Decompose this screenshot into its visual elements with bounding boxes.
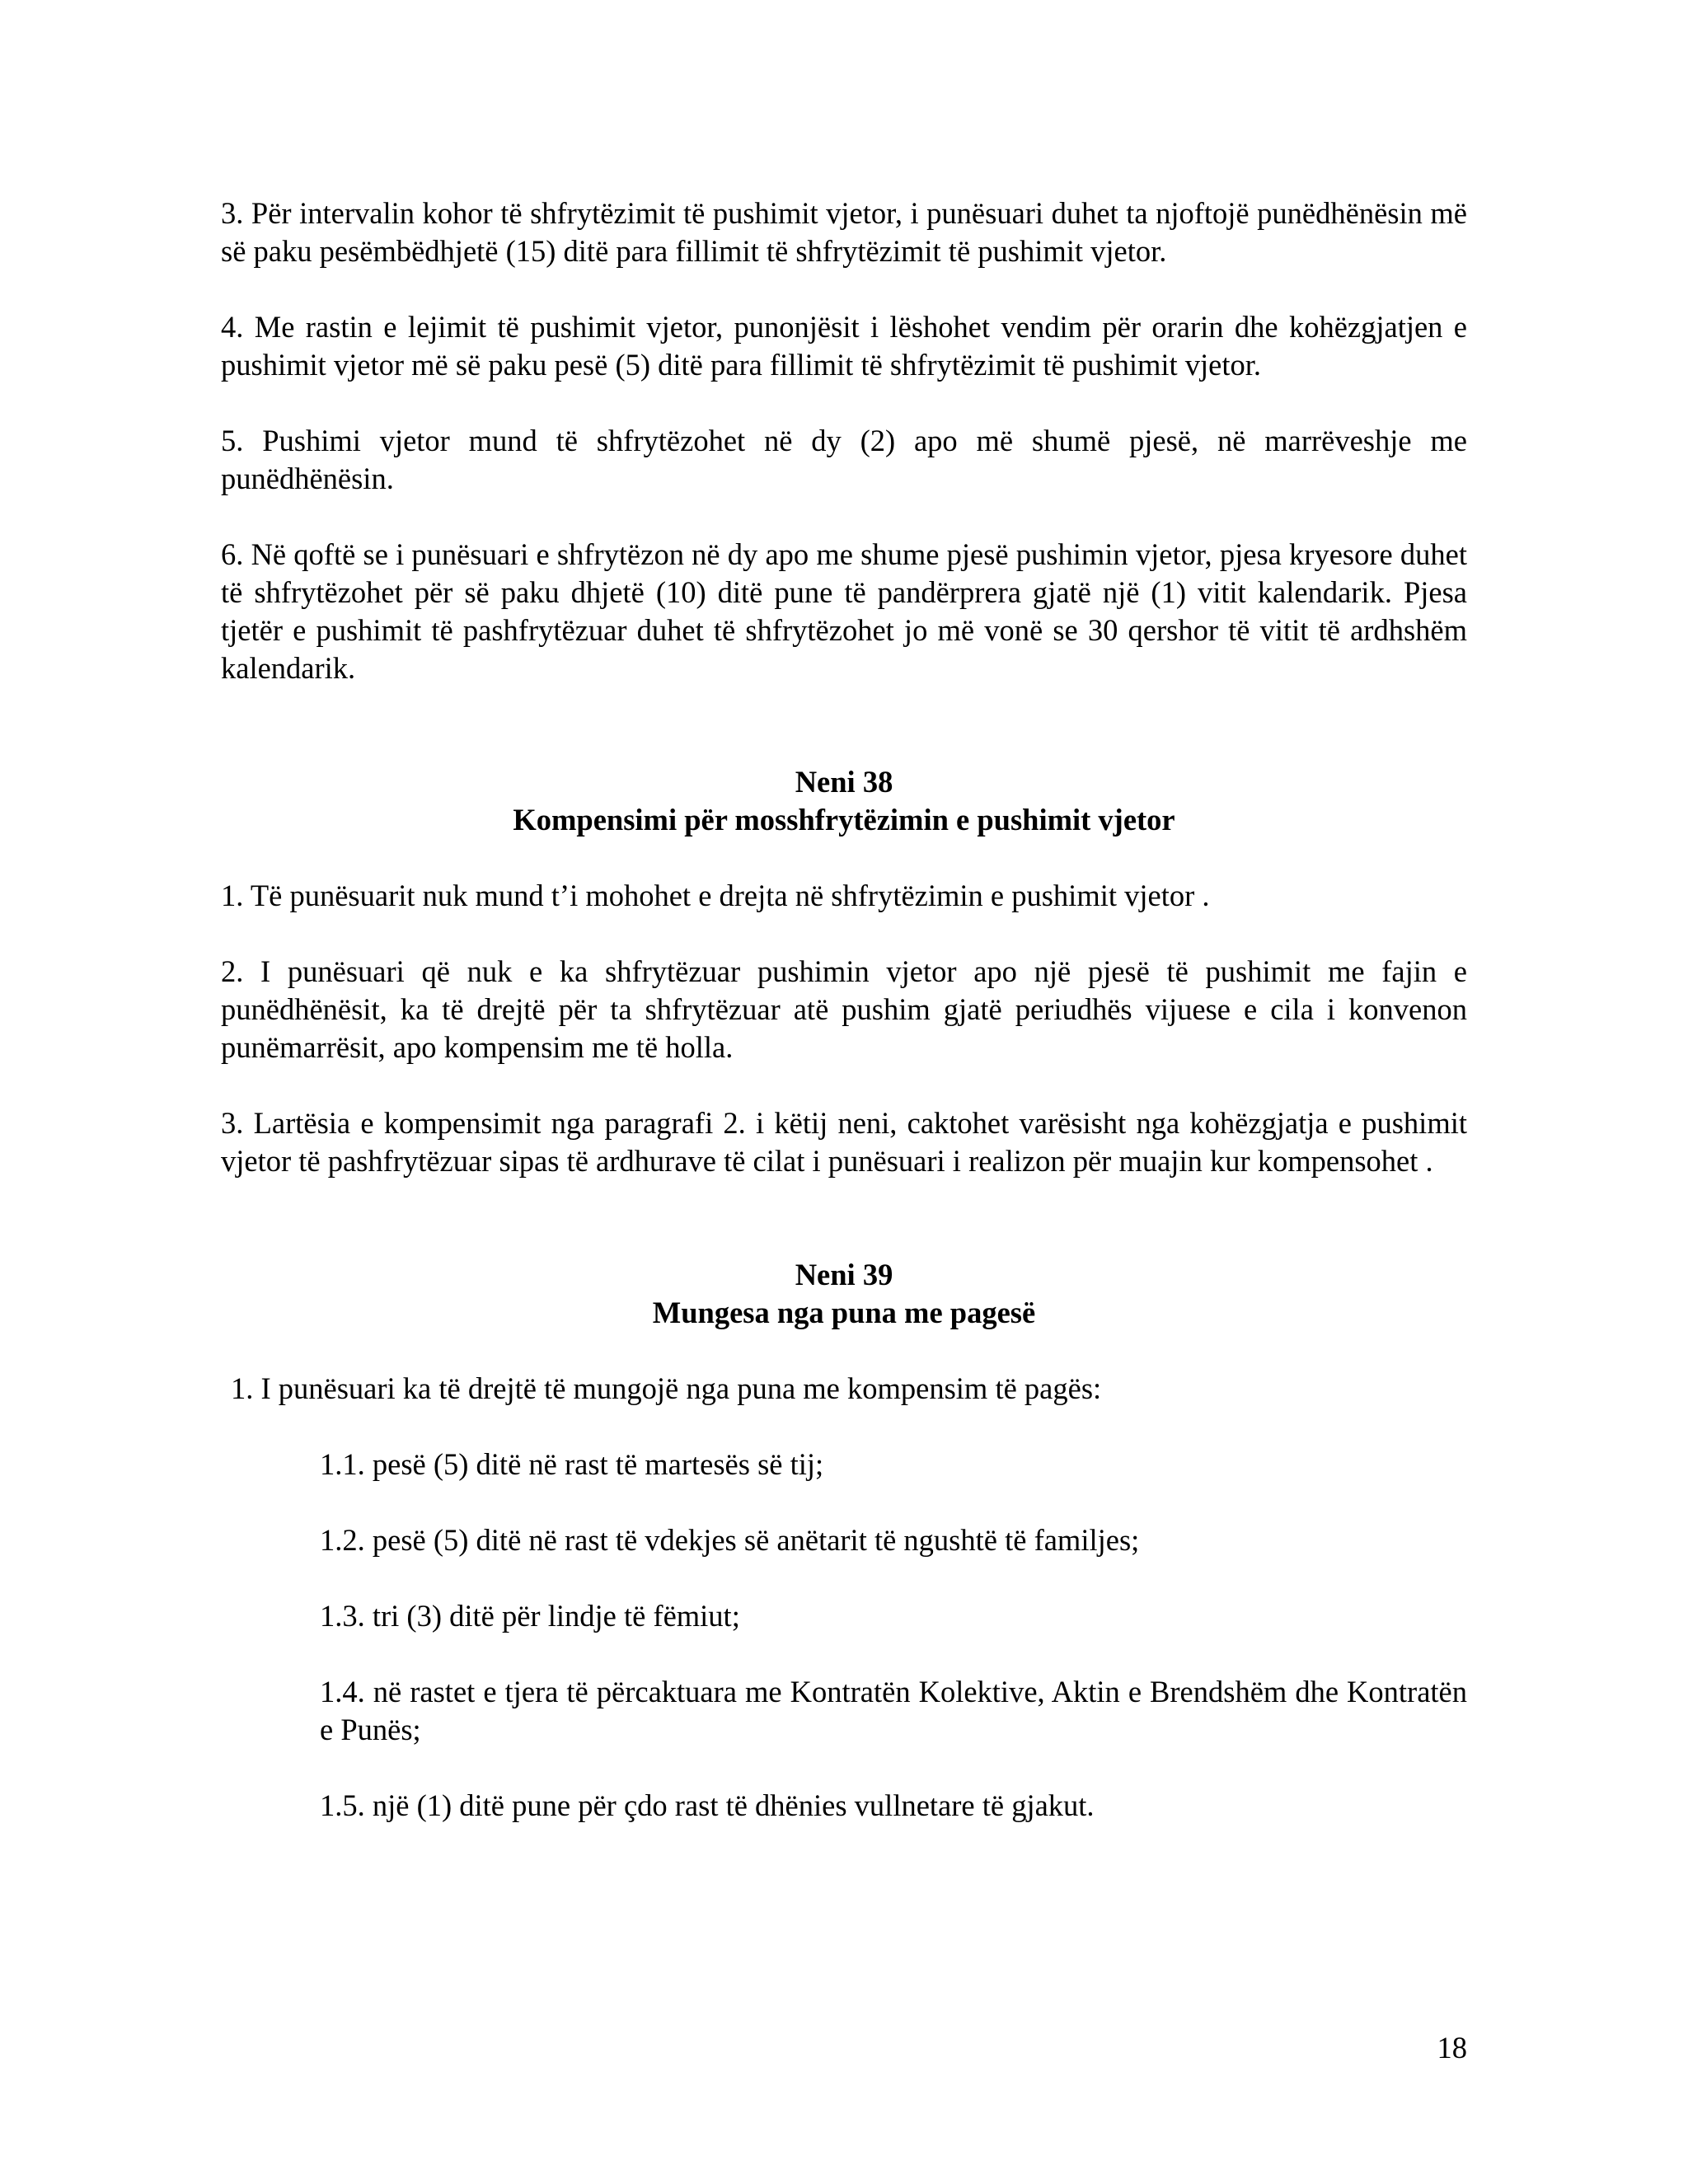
article-38-number: Neni 38 bbox=[795, 765, 893, 799]
page-number: 18 bbox=[1437, 2031, 1467, 2064]
article-38 bbox=[221, 763, 1467, 1180]
article-39-number: Neni 39 bbox=[795, 1258, 893, 1291]
paragraph-4: 4. Me rastin e lejimit të pushimit vjetor, punonjësit i lëshohet vendim për orarin dhe kohëzgjatjen e pushimit vjetor më së paku pesë (5) ditë para fillimit të shfrytëzimit të pushimit vjetor. bbox=[221, 310, 1467, 382]
list-item: 1.2. pesë (5) ditë në rast të vdekjes së anëtarit të ngushtë të familjes; bbox=[320, 1523, 1140, 1557]
article-38-heading bbox=[221, 763, 1467, 839]
list-item: 1.4. në rastet e tjera të përcaktuara me Kontratën Kolektive, Aktin e Brendshëm dhe Kontratën e Punës; bbox=[320, 1675, 1467, 1746]
list-item: 1.3. tri (3) ditë për lindje të fëmiut; bbox=[320, 1599, 740, 1633]
paragraph-6: 6. Në qoftë se i punësuari e shfrytëzon në dy apo me shume pjesë pushimin vjetor, pjesa kryesore duhet të shfrytëzohet për së paku dhjetë (10) ditë pune të pandërprera gjatë një (1) vitit kalendarik. Pjesa tjetër e pushimit të pashfrytëzuar duhet të shfrytëzohet jo më vonë se 30 qershor të vitit të ardhshëm kalendarik. bbox=[221, 537, 1467, 685]
article-38-paragraph-2: 2. I punësuari që nuk e ka shfrytëzuar pushimin vjetor apo një pjesë të pushimit me fajin e punëdhënësit, ka të drejtë për ta shfrytëzuar atë pushim gjatë periudhës vijuese e cila i konvenon punëmarrësit, apo kompensim me të holla. bbox=[221, 954, 1467, 1064]
article-37-continuation bbox=[221, 194, 1467, 687]
article-39-heading bbox=[221, 1256, 1467, 1332]
article-38-paragraph-3: 3. Lartësia e kompensimit nga paragrafi 2. i këtij neni, caktohet varësisht nga kohëzgjatja e pushimit vjetor të pashfrytëzuar sipas të ardhurave të cilat i punësuari i realizon për muajin kur kompensohet . bbox=[221, 1106, 1467, 1178]
article-39 bbox=[221, 1256, 1467, 1825]
article-39-title: Mungesa nga puna me pagesë bbox=[652, 1296, 1036, 1329]
article-38-title: Kompensimi për mosshfrytëzimin e pushimit vjetor bbox=[513, 803, 1175, 837]
article-38-paragraph-1: 1. Të punësuarit nuk mund t’i mohohet e drejta në shfrytëzimin e pushimit vjetor . bbox=[221, 879, 1210, 912]
list-item: 1.5. një (1) ditë pune për çdo rast të dhënies vullnetare të gjakut. bbox=[320, 1788, 1095, 1822]
paragraph-3: 3. Për intervalin kohor të shfrytëzimit të pushimit vjetor, i punësuari duhet ta njoftojë punëdhënësin më së paku pesëmbëdhjetë (15) ditë para fillimit të shfrytëzimit të pushimit vjetor. bbox=[221, 196, 1467, 268]
article-39-intro: 1. I punësuari ka të drejtë të mungojë nga puna me kompensim të pagës: bbox=[231, 1371, 1102, 1405]
document-page bbox=[221, 194, 1467, 1863]
paragraph-5: 5. Pushimi vjetor mund të shfrytëzohet në dy (2) apo më shumë pjesë, në marrëveshje me punëdhënësin. bbox=[221, 424, 1467, 495]
list-item: 1.1. pesë (5) ditë në rast të martesës së tij; bbox=[320, 1447, 824, 1481]
